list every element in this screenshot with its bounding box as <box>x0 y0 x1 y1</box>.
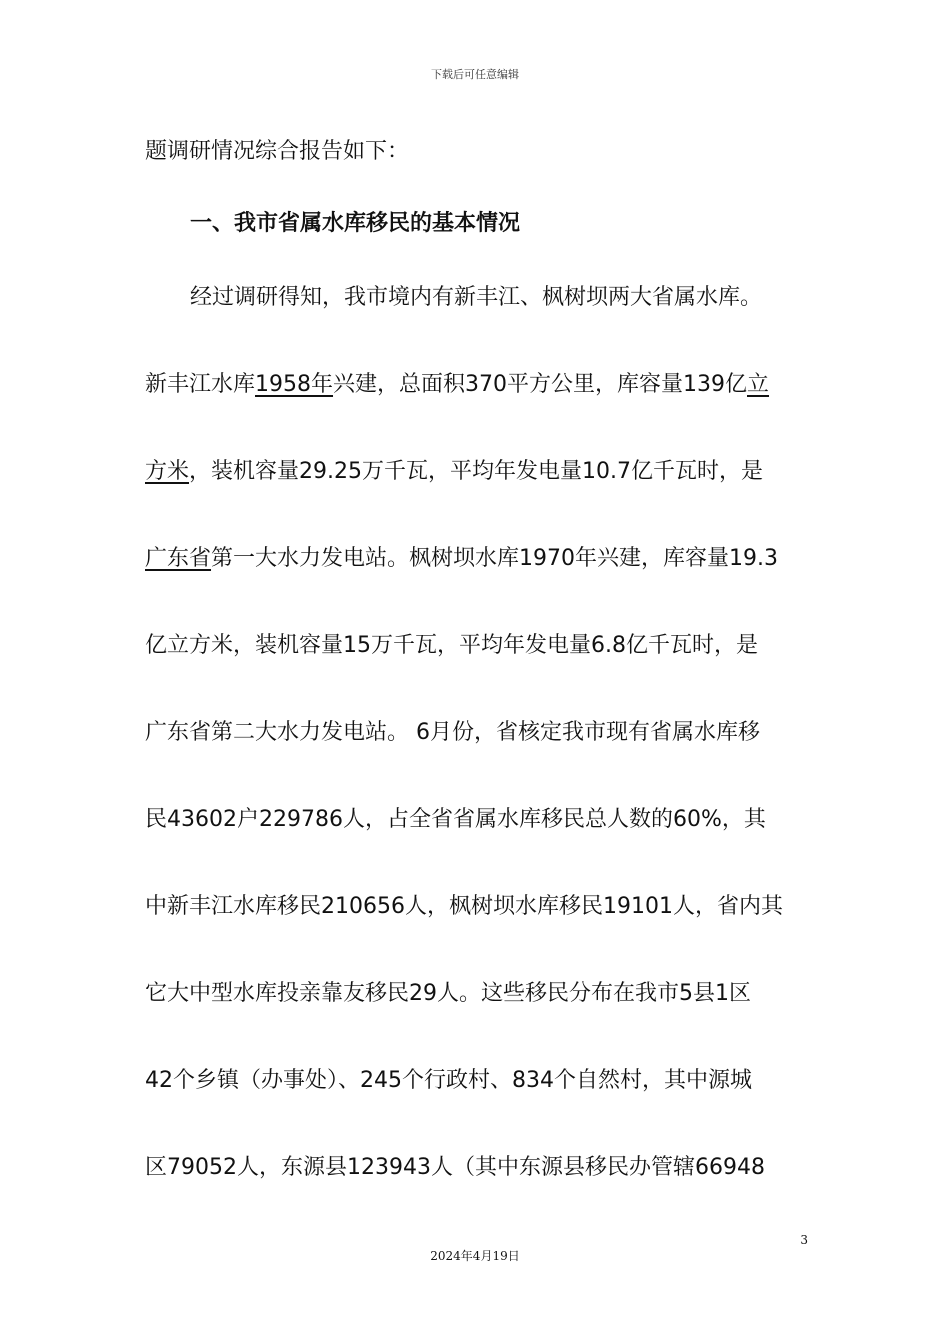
line-text: 兴建，总面积370平方公里，库容量139亿 <box>333 372 747 397</box>
paragraph-line: 题调研情况综合报告如下： <box>145 139 410 164</box>
underlined-text: 1958年 <box>255 372 334 397</box>
paragraph-line: 民43602户229786人，占全省省属水库移民总人数的60%，其 <box>145 807 766 832</box>
underlined-text: 广东省 <box>145 546 212 571</box>
line-text: 新丰江水库 <box>145 372 256 397</box>
page-number: 3 <box>800 1233 808 1247</box>
paragraph-line: 广东省第二大水力发电站。 6月份，省核定我市现有省属水库移 <box>145 720 760 745</box>
section-heading: 一、我市省属水库移民的基本情况 <box>190 211 521 236</box>
paragraph-line <box>145 544 807 574</box>
line-text: ，装机容量29.25万千瓦，平均年发电量10.7亿千瓦时，是 <box>189 459 763 484</box>
paragraph-line <box>145 457 807 487</box>
underlined-text: 立 <box>747 372 770 397</box>
paragraph-line: 它大中型水库投亲靠友移民29人。这些移民分布在我市5县1区 <box>145 981 751 1006</box>
paragraph-line <box>145 370 807 400</box>
paragraph-line: 区79052人，东源县123943人（其中东源县移民办管辖66948 <box>145 1155 765 1180</box>
paragraph-line: 经过调研得知，我市境内有新丰江、枫树坝两大省属水库。 <box>190 285 763 310</box>
paragraph-line: 42个乡镇（办事处）、245个行政村、834个自然村，其中源城 <box>145 1068 752 1093</box>
page-header: 下载后可任意编辑 <box>431 68 519 81</box>
paragraph-line: 亿立方米，装机容量15万千瓦，平均年发电量6.8亿千瓦时，是 <box>145 633 758 658</box>
page-footer-date: 2024年4月19日 <box>430 1249 520 1263</box>
underlined-text: 方米 <box>145 459 190 484</box>
line-text: 第一大水力发电站。枫树坝水库1970年兴建，库容量19.3 <box>211 546 778 571</box>
paragraph-line: 中新丰江水库移民210656人，枫树坝水库移民19101人，省内其 <box>145 894 783 919</box>
